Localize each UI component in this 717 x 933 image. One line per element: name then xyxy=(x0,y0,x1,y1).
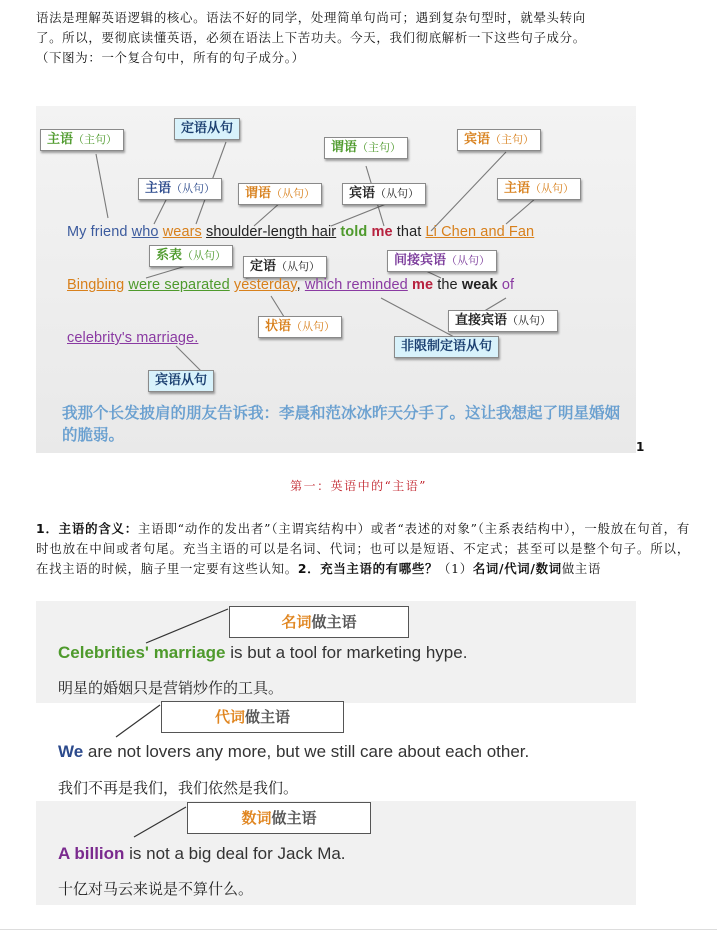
connector-sub-subject2 xyxy=(506,198,536,224)
label-main-subject: 主语（主句） xyxy=(40,129,124,151)
tag-noun-subject: 名词做主语 xyxy=(229,606,409,638)
word-my-friend: My friend xyxy=(67,224,132,240)
tag-numeral-subject: 数词做主语 xyxy=(187,802,371,834)
body-paragraph xyxy=(36,519,690,579)
word-me-2: me xyxy=(411,277,434,293)
word-that: that xyxy=(392,224,426,240)
intro-line-3: （下图为：一个复合句中，所有的句子成分。） xyxy=(36,50,305,65)
word-li-chen-and-fan: Li Chen and Fan xyxy=(425,224,535,240)
example-en-numeral: A billion is not a big deal for Jack Ma. xyxy=(58,844,346,863)
intro-line-2: 了。所以，要彻底读懂英语，必须在语法上下苦功夫。今天，我们彻底解析一下这些句子成分。 xyxy=(36,30,586,45)
label-main-predicate: 谓语（主句） xyxy=(324,137,408,159)
label-adverbial: 状语（从句） xyxy=(258,316,342,338)
figure-number: 1 xyxy=(636,440,645,454)
sentence-line-2: Bingbing were separated yesterday, which reminded me the weak of xyxy=(67,277,515,293)
subject-examples-figure xyxy=(36,601,636,905)
word-who: who xyxy=(131,224,159,240)
example-en-noun: Celebrities' marriage is but a tool for marketing hype. xyxy=(58,643,468,662)
example-cn-numeral: 十亿对马云来说是不算什么。 xyxy=(58,880,254,898)
word-told: told xyxy=(340,224,368,240)
subject-types-bold: 名词/代词/数词 xyxy=(472,561,562,576)
label-attributive-clause: 定语从句 xyxy=(174,118,240,140)
chinese-translation: 我那个长发披肩的朋友告诉我：李晨和范冰冰昨天分手了。这让我想起了明星婚姻的脆弱。 xyxy=(62,404,621,444)
subject-types-number: （1） xyxy=(438,561,473,576)
word-me: me xyxy=(371,224,393,240)
word-shoulder-length-hair: shoulder-length hair xyxy=(206,224,337,240)
word-which-reminded: which reminded xyxy=(304,277,408,293)
label-sub-predicate: 谓语（从句） xyxy=(238,183,322,205)
tag-pronoun-subject: 代词做主语 xyxy=(161,701,344,733)
subject-types-suffix: 做主语 xyxy=(561,561,602,576)
subject-definition-text: 主语即“动作的发出者”（主谓宾结构中）或者“表述的对象”（主系表结构中），一般放在句首，有时也放在中间或者句尾。充当主语的可以是名词、代词；也可以是短语、不定式；甚至可以是整个句子。所以，在找主语的时候，脑子里一定要有这些认知。 xyxy=(36,521,690,576)
label-sub-object: 宾语（从句） xyxy=(342,183,426,205)
section-heading: 第一：英语中的“主语” xyxy=(290,479,427,493)
connector-sub-predicate xyxy=(254,202,281,226)
word-wears: wears xyxy=(162,224,202,240)
label-linking-verb: 系表（从句） xyxy=(149,245,233,267)
sentence-line-3: celebrity's marriage. xyxy=(67,330,199,346)
label-nonrestrictive-clause: 非限制定语从句 xyxy=(394,336,499,358)
word-bingbing: Bingbing xyxy=(67,277,125,293)
word-yesterday: yesterday xyxy=(233,277,297,293)
word-were-separated: were separated xyxy=(128,277,230,293)
intro-line-1: 语法是理解英语逻辑的核心。语法不好的同学，处理简单句尚可；遇到复杂句型时，就晕头转向 xyxy=(36,10,586,25)
intro-paragraph xyxy=(36,8,690,68)
label-sub-subject-2: 主语（从句） xyxy=(497,178,581,200)
connector-nonrestrictive xyxy=(381,298,456,338)
subject-definition-heading: 1．主语的含义： xyxy=(36,521,138,536)
sentence-line-1 xyxy=(67,224,534,240)
example-cn-pronoun: 我们不再是我们，我们依然是我们。 xyxy=(58,779,299,797)
connector-main-object xyxy=(431,152,506,231)
label-main-object: 宾语（主句） xyxy=(457,129,541,151)
sentence-component-diagram xyxy=(36,106,636,453)
word-weak: weak xyxy=(461,277,498,293)
label-direct-object: 直接宾语（从句） xyxy=(448,310,558,332)
label-sub-subject-1: 主语（从句） xyxy=(138,178,222,200)
connector-main-subject xyxy=(96,154,108,218)
page-bottom-divider xyxy=(0,929,717,930)
word-of: of xyxy=(497,277,515,293)
connector-sub-object xyxy=(331,204,386,226)
example-cn-noun: 明星的婚姻只是营销炒作的工具。 xyxy=(58,679,284,697)
label-object-clause: 宾语从句 xyxy=(148,370,214,392)
subject-types-heading: 2．充当主语的有哪些？ xyxy=(297,561,439,576)
label-attributive: 定语（从句） xyxy=(243,256,327,278)
example-en-pronoun: We are not lovers any more, but we still care about each other. xyxy=(58,742,530,761)
label-indirect-object: 间接宾语（从句） xyxy=(387,250,497,272)
